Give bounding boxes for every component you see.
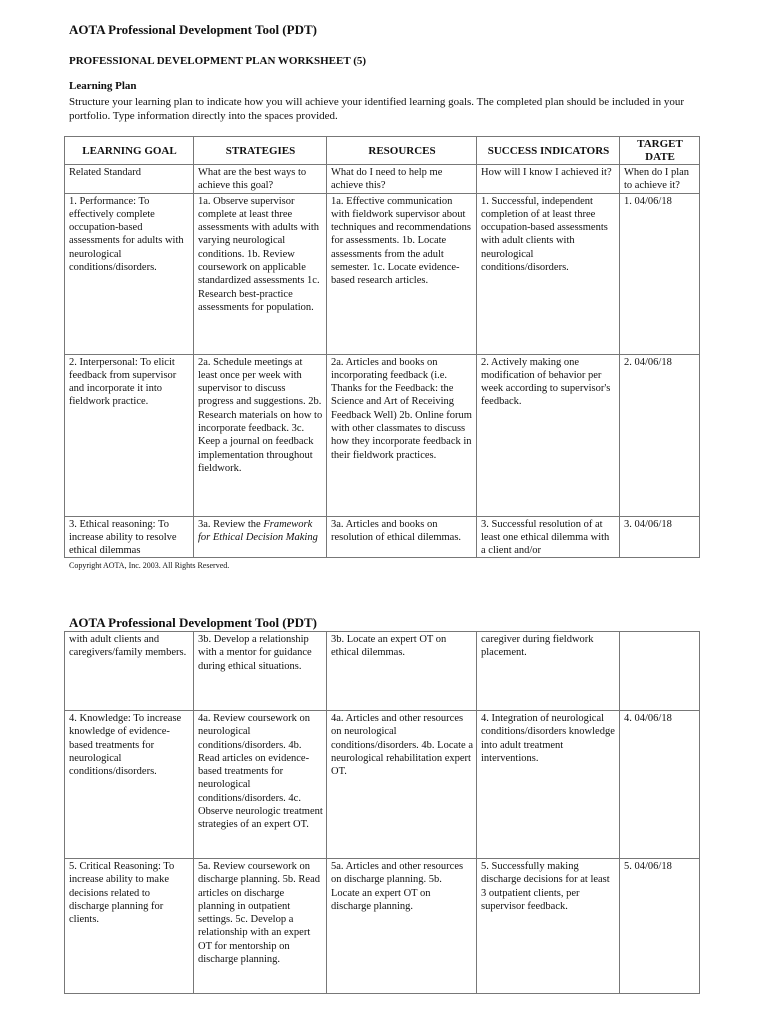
date-cell[interactable]: 4. 04/06/18 xyxy=(620,711,700,859)
strategies-cell[interactable]: 4a. Review coursework on neurological conditions/disorders. 4b. Read articles on evidence-based treatments for neurological conditions/disorders. 4c. Observe neurologic treatment strategies of an expert OT. xyxy=(194,711,327,859)
resources-cell[interactable]: 4a. Articles and other resources on neurological conditions/disorders. 4b. Locate a neurological rehabilitation expert OT. xyxy=(327,711,477,859)
prompt-target-date: When do I plan to achieve it? xyxy=(620,165,700,194)
resources-cell[interactable]: 2a. Articles and books on incorporating feedback (i.e. Thanks for the Feedback: the Science and Art of Receiving Feedback Well) 2b. Online forum with other classmates to discuss how they incorporate feedback in their fieldwork practices. xyxy=(327,354,477,516)
worksheet-title: PROFESSIONAL DEVELOPMENT PLAN WORKSHEET (5) xyxy=(69,55,367,67)
goal-cell[interactable]: 1. Performance: To effectively complete occupation-based assessments for adults with neurological conditions/disorders. xyxy=(65,193,194,354)
section-heading: Learning Plan xyxy=(69,80,137,92)
table-row xyxy=(65,516,700,558)
page-title: AOTA Professional Development Tool (PDT) xyxy=(69,22,317,37)
indicators-cell[interactable]: 2. Actively making one modification of behavior per week according to supervisor's feedback. xyxy=(477,354,620,516)
date-cell[interactable]: 1. 04/06/18 xyxy=(620,193,700,354)
strategies-cell[interactable]: 1a. Observe supervisor complete at least three assessments with adults with varying neurological conditions. 1b. Review coursework on applicable standardized assessments 1c. Research best-practice assessments for population. xyxy=(194,193,327,354)
header-resources: RESOURCES xyxy=(327,137,477,165)
header-row xyxy=(65,137,700,165)
indicators-cell[interactable]: caregiver during fieldwork placement. xyxy=(477,632,620,711)
prompt-row xyxy=(65,165,700,194)
indicators-cell[interactable]: 1. Successful, independent completion of at least three occupation-based assessments with adult clients with neurological conditions/disorders. xyxy=(477,193,620,354)
resources-cell[interactable]: 3a. Articles and books on resolution of ethical dilemmas. xyxy=(327,516,477,558)
learning-plan-table-continued xyxy=(64,631,700,994)
table-row xyxy=(65,711,700,859)
strategies-text: 3a. Review the xyxy=(198,518,261,530)
page-title: AOTA Professional Development Tool (PDT) xyxy=(69,615,317,630)
header-success-indicators: SUCCESS INDICATORS xyxy=(477,137,620,165)
goal-cell[interactable]: 4. Knowledge: To increase knowledge of evidence-based treatments for neurological conditions/disorders. xyxy=(65,711,194,859)
resources-cell[interactable]: 5a. Articles and other resources on discharge planning. 5b. Locate an expert OT on discharge planning. xyxy=(327,859,477,994)
goal-cell[interactable]: with adult clients and caregivers/family members. xyxy=(65,632,194,711)
table-row xyxy=(65,354,700,516)
table-row xyxy=(65,859,700,994)
table-row xyxy=(65,193,700,354)
strategies-cell[interactable]: 3b. Develop a relationship with a mentor for guidance during ethical situations. xyxy=(194,632,327,711)
indicators-cell[interactable]: 4. Integration of neurological conditions/disorders knowledge into adult treatment interventions. xyxy=(477,711,620,859)
prompt-resources: What do I need to help me achieve this? xyxy=(327,165,477,194)
goal-cell[interactable]: 2. Interpersonal: To elicit feedback from supervisor and incorporate it into fieldwork practice. xyxy=(65,354,194,516)
date-cell[interactable] xyxy=(620,632,700,711)
indicators-cell[interactable]: 3. Successful resolution of at least one ethical dilemma with a client and/or xyxy=(477,516,620,558)
date-cell[interactable]: 2. 04/06/18 xyxy=(620,354,700,516)
indicators-cell[interactable]: 5. Successfully making discharge decisions for at least 3 outpatient clients, per supervisor feedback. xyxy=(477,859,620,994)
prompt-related-standard: Related Standard xyxy=(65,165,194,194)
header-target-date: TARGET DATE xyxy=(620,137,700,165)
table-row xyxy=(65,632,700,711)
prompt-strategies: What are the best ways to achieve this goal? xyxy=(194,165,327,194)
resources-cell[interactable]: 1a. Effective communication with fieldwork supervisor about techniques and recommendations for assessments. 1b. Locate assessments from the adult semester. 1c. Locate evidence-based research articles. xyxy=(327,193,477,354)
framework-title: Framework for Ethical Decision Making xyxy=(198,518,318,543)
strategies-cell[interactable]: 5a. Review coursework on discharge planning. 5b. Read articles on discharge planning in outpatient settings. 5c. Develop a relationship with an expert OT for mentorship on discharge planning. xyxy=(194,859,327,994)
learning-plan-table xyxy=(64,136,700,558)
header-strategies: STRATEGIES xyxy=(194,137,327,165)
date-cell[interactable]: 5. 04/06/18 xyxy=(620,859,700,994)
strategies-cell[interactable] xyxy=(194,516,327,558)
header-learning-goal: LEARNING GOAL xyxy=(65,137,194,165)
instructions: Structure your learning plan to indicate how you will achieve your identified learning goals. The completed plan should be included in your portfolio. Type information directly into the spaces provided. xyxy=(69,96,685,122)
goal-cell[interactable]: 5. Critical Reasoning: To increase ability to make decisions related to discharge planning for clients. xyxy=(65,859,194,994)
copyright-notice: Copyright AOTA, Inc. 2003. All Rights Reserved. xyxy=(69,561,230,570)
resources-cell[interactable]: 3b. Locate an expert OT on ethical dilemmas. xyxy=(327,632,477,711)
date-cell[interactable]: 3. 04/06/18 xyxy=(620,516,700,558)
goal-cell[interactable]: 3. Ethical reasoning: To increase ability to resolve ethical dilemmas xyxy=(65,516,194,558)
prompt-indicators: How will I know I achieved it? xyxy=(477,165,620,194)
strategies-cell[interactable]: 2a. Schedule meetings at least once per week with supervisor to discuss progress and suggestions. 2b. Research materials on how to incorporate feedback. 3c. Keep a journal on feedback implementation throughout fieldwork. xyxy=(194,354,327,516)
